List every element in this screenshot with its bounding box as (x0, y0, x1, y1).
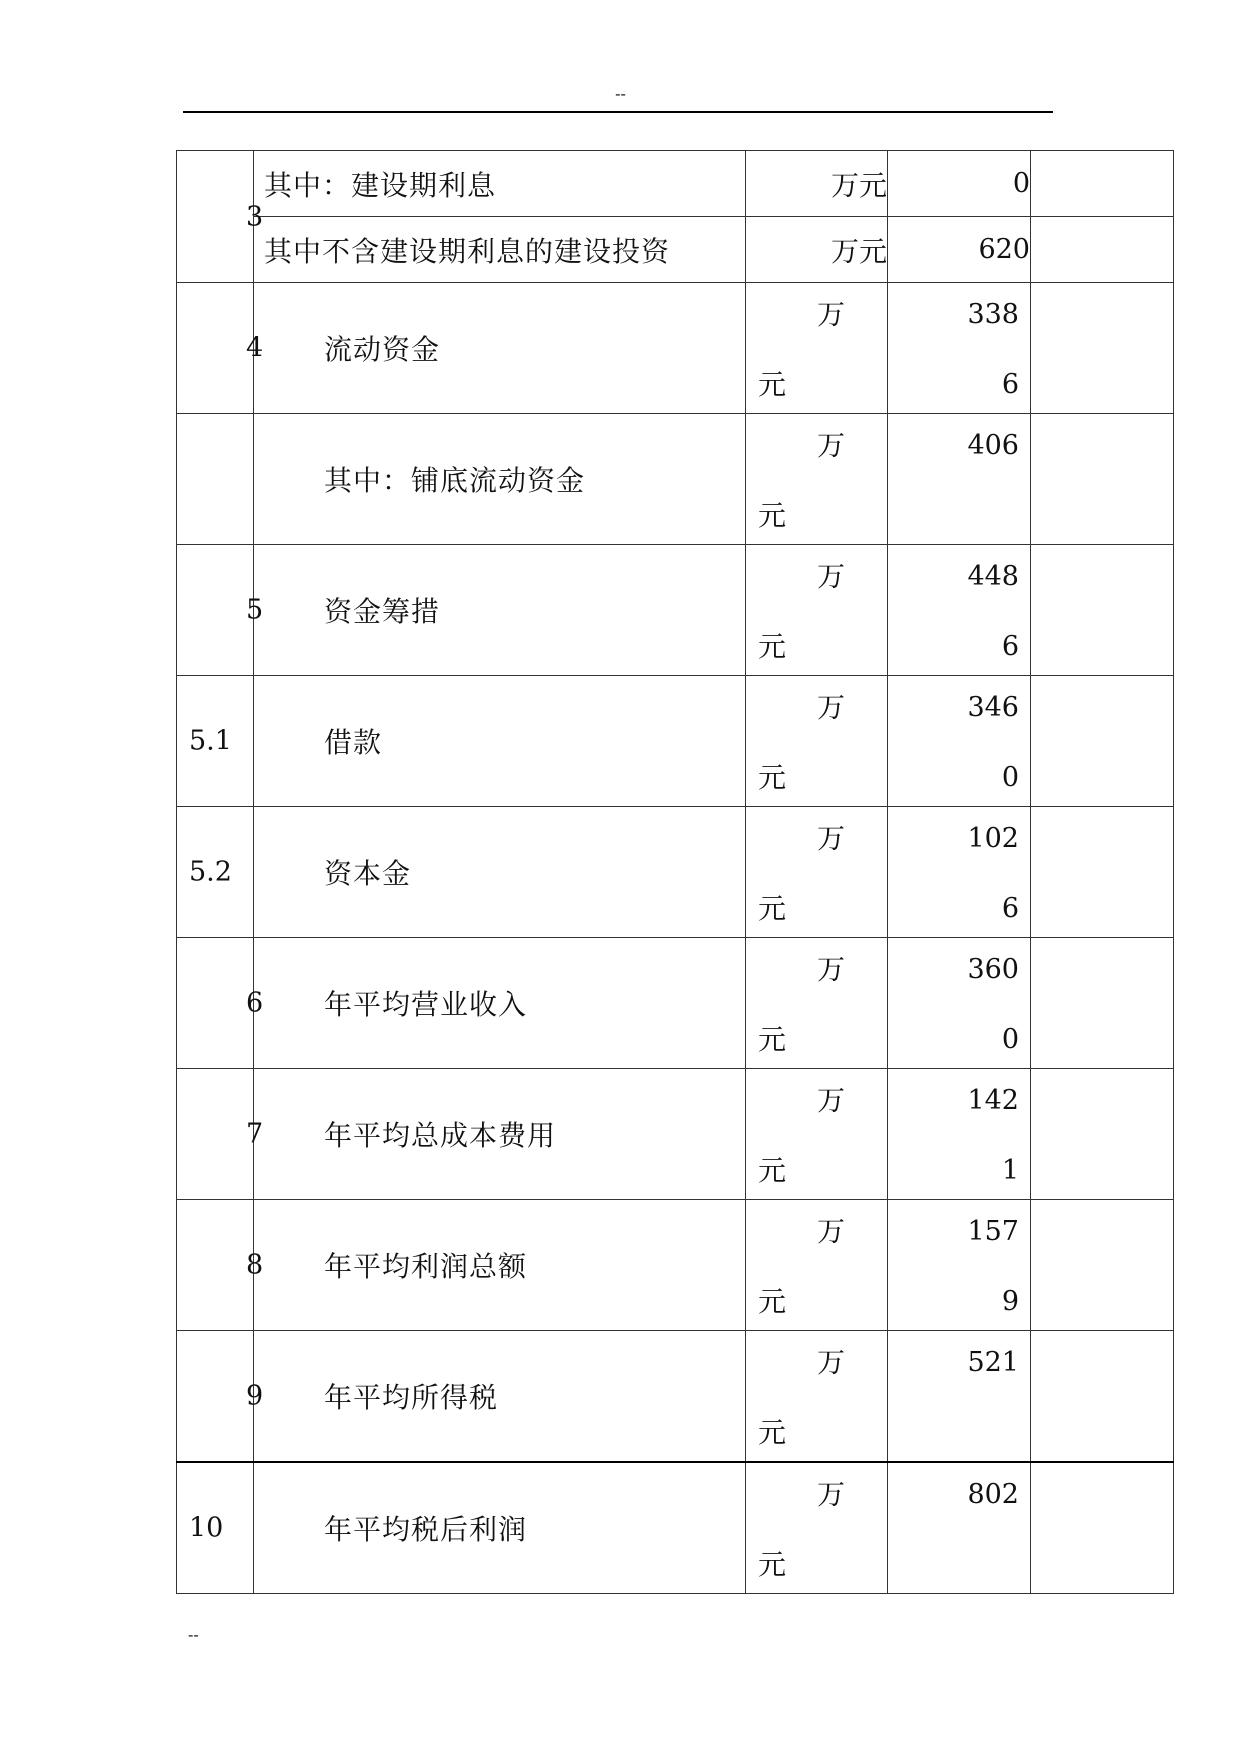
row-number-cell (177, 807, 254, 938)
value-cell: 0 (888, 151, 1031, 217)
table-row (177, 1331, 1174, 1463)
unit-cell (746, 938, 888, 1069)
table-row (177, 545, 1174, 676)
value-cell (888, 676, 1031, 807)
item-name: 年平均利润总额 (254, 1200, 746, 1331)
unit-bottom: 元 (758, 499, 787, 532)
value-bottom: 6 (1001, 893, 1019, 924)
row-number-cell (177, 1069, 264, 1200)
unit-top: 万 (816, 1215, 845, 1248)
value-bottom (888, 1415, 1030, 1451)
value-cell (888, 283, 1031, 414)
value-top: 157 (967, 1216, 1019, 1247)
value-bottom (888, 1547, 1030, 1583)
value-cell (888, 1200, 1031, 1331)
value-cell: 620 (888, 217, 1031, 283)
value-bottom: 0 (1001, 1024, 1019, 1055)
row-number: 5.2 (189, 856, 232, 888)
value-bottom: 6 (1001, 369, 1019, 400)
value-top: 802 (967, 1479, 1019, 1510)
unit-cell (746, 1331, 888, 1463)
unit-cell (746, 414, 888, 545)
item-name: 年平均总成本费用 (254, 1069, 746, 1200)
unit-cell (746, 1200, 888, 1331)
value-top: 406 (967, 430, 1019, 461)
table-row (177, 938, 1174, 1069)
header-rule (183, 111, 1053, 113)
unit-cell (746, 1462, 888, 1594)
value-top: 346 (967, 692, 1019, 723)
unit-bottom: 元 (758, 1285, 787, 1318)
note-cell (1031, 283, 1174, 414)
table-row (177, 151, 1174, 217)
value-top: 360 (967, 954, 1019, 985)
unit-bottom: 元 (758, 1548, 787, 1581)
unit-bottom: 元 (758, 1416, 787, 1449)
page-header-mark: -- (615, 84, 626, 103)
table-row (177, 676, 1174, 807)
value-top: 448 (967, 561, 1019, 592)
note-cell (1031, 1462, 1174, 1594)
value-bottom: 6 (1001, 631, 1019, 662)
unit-bottom: 元 (758, 761, 787, 794)
row-number: 3 (246, 201, 264, 232)
table-row (177, 217, 1174, 283)
note-cell (1031, 414, 1174, 545)
value-top: 521 (967, 1347, 1019, 1378)
item-name: 借款 (254, 676, 746, 807)
value-cell (888, 414, 1031, 545)
unit-top: 万 (816, 298, 845, 331)
value-bottom (888, 498, 1030, 534)
unit-cell (746, 1069, 888, 1200)
row-number-cell (177, 151, 264, 283)
unit-cell (746, 283, 888, 414)
row-number-cell (177, 414, 254, 545)
row-number-cell (177, 676, 254, 807)
item-name: 资金筹措 (254, 545, 746, 676)
unit-bottom: 元 (758, 892, 787, 925)
value-top: 338 (967, 299, 1019, 330)
item-name: 年平均营业收入 (254, 938, 746, 1069)
table-row (177, 1462, 1174, 1594)
note-cell (1031, 217, 1174, 283)
unit-cell (746, 807, 888, 938)
unit-bottom: 元 (758, 630, 787, 663)
note-cell (1031, 1069, 1174, 1200)
note-cell (1031, 1200, 1174, 1331)
value-cell (888, 1462, 1031, 1594)
row-number: 5.1 (189, 725, 232, 757)
row-number-cell (177, 938, 264, 1069)
row-number-cell (177, 1462, 254, 1594)
note-cell (1031, 938, 1174, 1069)
unit-cell: 万元 (746, 151, 888, 217)
unit-top: 万 (816, 429, 845, 462)
table-row (177, 1200, 1174, 1331)
table-row (177, 807, 1174, 938)
value-cell (888, 807, 1031, 938)
row-number: 9 (246, 1380, 264, 1412)
value-bottom: 9 (1001, 1286, 1019, 1317)
unit-top: 万 (816, 1478, 845, 1511)
table-row (177, 1069, 1174, 1200)
indicator-table (176, 150, 1174, 1594)
row-number: 6 (246, 987, 264, 1019)
row-number-cell (177, 1200, 264, 1331)
value-cell (888, 1069, 1031, 1200)
note-cell (1031, 545, 1174, 676)
item-name: 流动资金 (254, 283, 746, 414)
value-cell (888, 938, 1031, 1069)
unit-top: 万 (816, 953, 845, 986)
unit-top: 万 (816, 1346, 845, 1379)
item-name: 年平均税后利润 (254, 1462, 746, 1594)
value-top: 102 (967, 823, 1019, 854)
value-top: 142 (967, 1085, 1019, 1116)
unit-top: 万 (816, 691, 845, 724)
row-number: 8 (246, 1249, 264, 1281)
item-name: 年平均所得税 (254, 1331, 746, 1463)
table-row (177, 283, 1174, 414)
row-number: 10 (189, 1512, 224, 1544)
unit-top: 万 (816, 822, 845, 855)
value-cell (888, 1331, 1031, 1463)
unit-cell: 万元 (746, 217, 888, 283)
unit-cell (746, 545, 888, 676)
unit-cell (746, 676, 888, 807)
value-cell (888, 545, 1031, 676)
note-cell (1031, 1331, 1174, 1463)
unit-bottom: 元 (758, 1023, 787, 1056)
note-cell (1031, 151, 1174, 217)
row-number: 5 (246, 594, 264, 626)
row-number: 7 (246, 1118, 264, 1150)
value-bottom: 1 (1001, 1155, 1019, 1186)
row-number-cell (177, 545, 264, 676)
item-name: 其中不含建设期利息的建设投资 (254, 217, 746, 283)
row-number-cell (177, 283, 264, 414)
row-number-cell (177, 1331, 264, 1463)
value-bottom: 0 (1001, 762, 1019, 793)
page-footer-mark: -- (188, 1625, 199, 1644)
table-row (177, 414, 1174, 545)
note-cell (1031, 676, 1174, 807)
unit-top: 万 (816, 1084, 845, 1117)
unit-top: 万 (816, 560, 845, 593)
note-cell (1031, 807, 1174, 938)
unit-bottom: 元 (758, 368, 787, 401)
row-number: 4 (246, 332, 264, 364)
item-name: 其中：建设期利息 (254, 151, 746, 217)
item-name: 其中：铺底流动资金 (254, 414, 746, 545)
item-name: 资本金 (254, 807, 746, 938)
unit-bottom: 元 (758, 1154, 787, 1187)
